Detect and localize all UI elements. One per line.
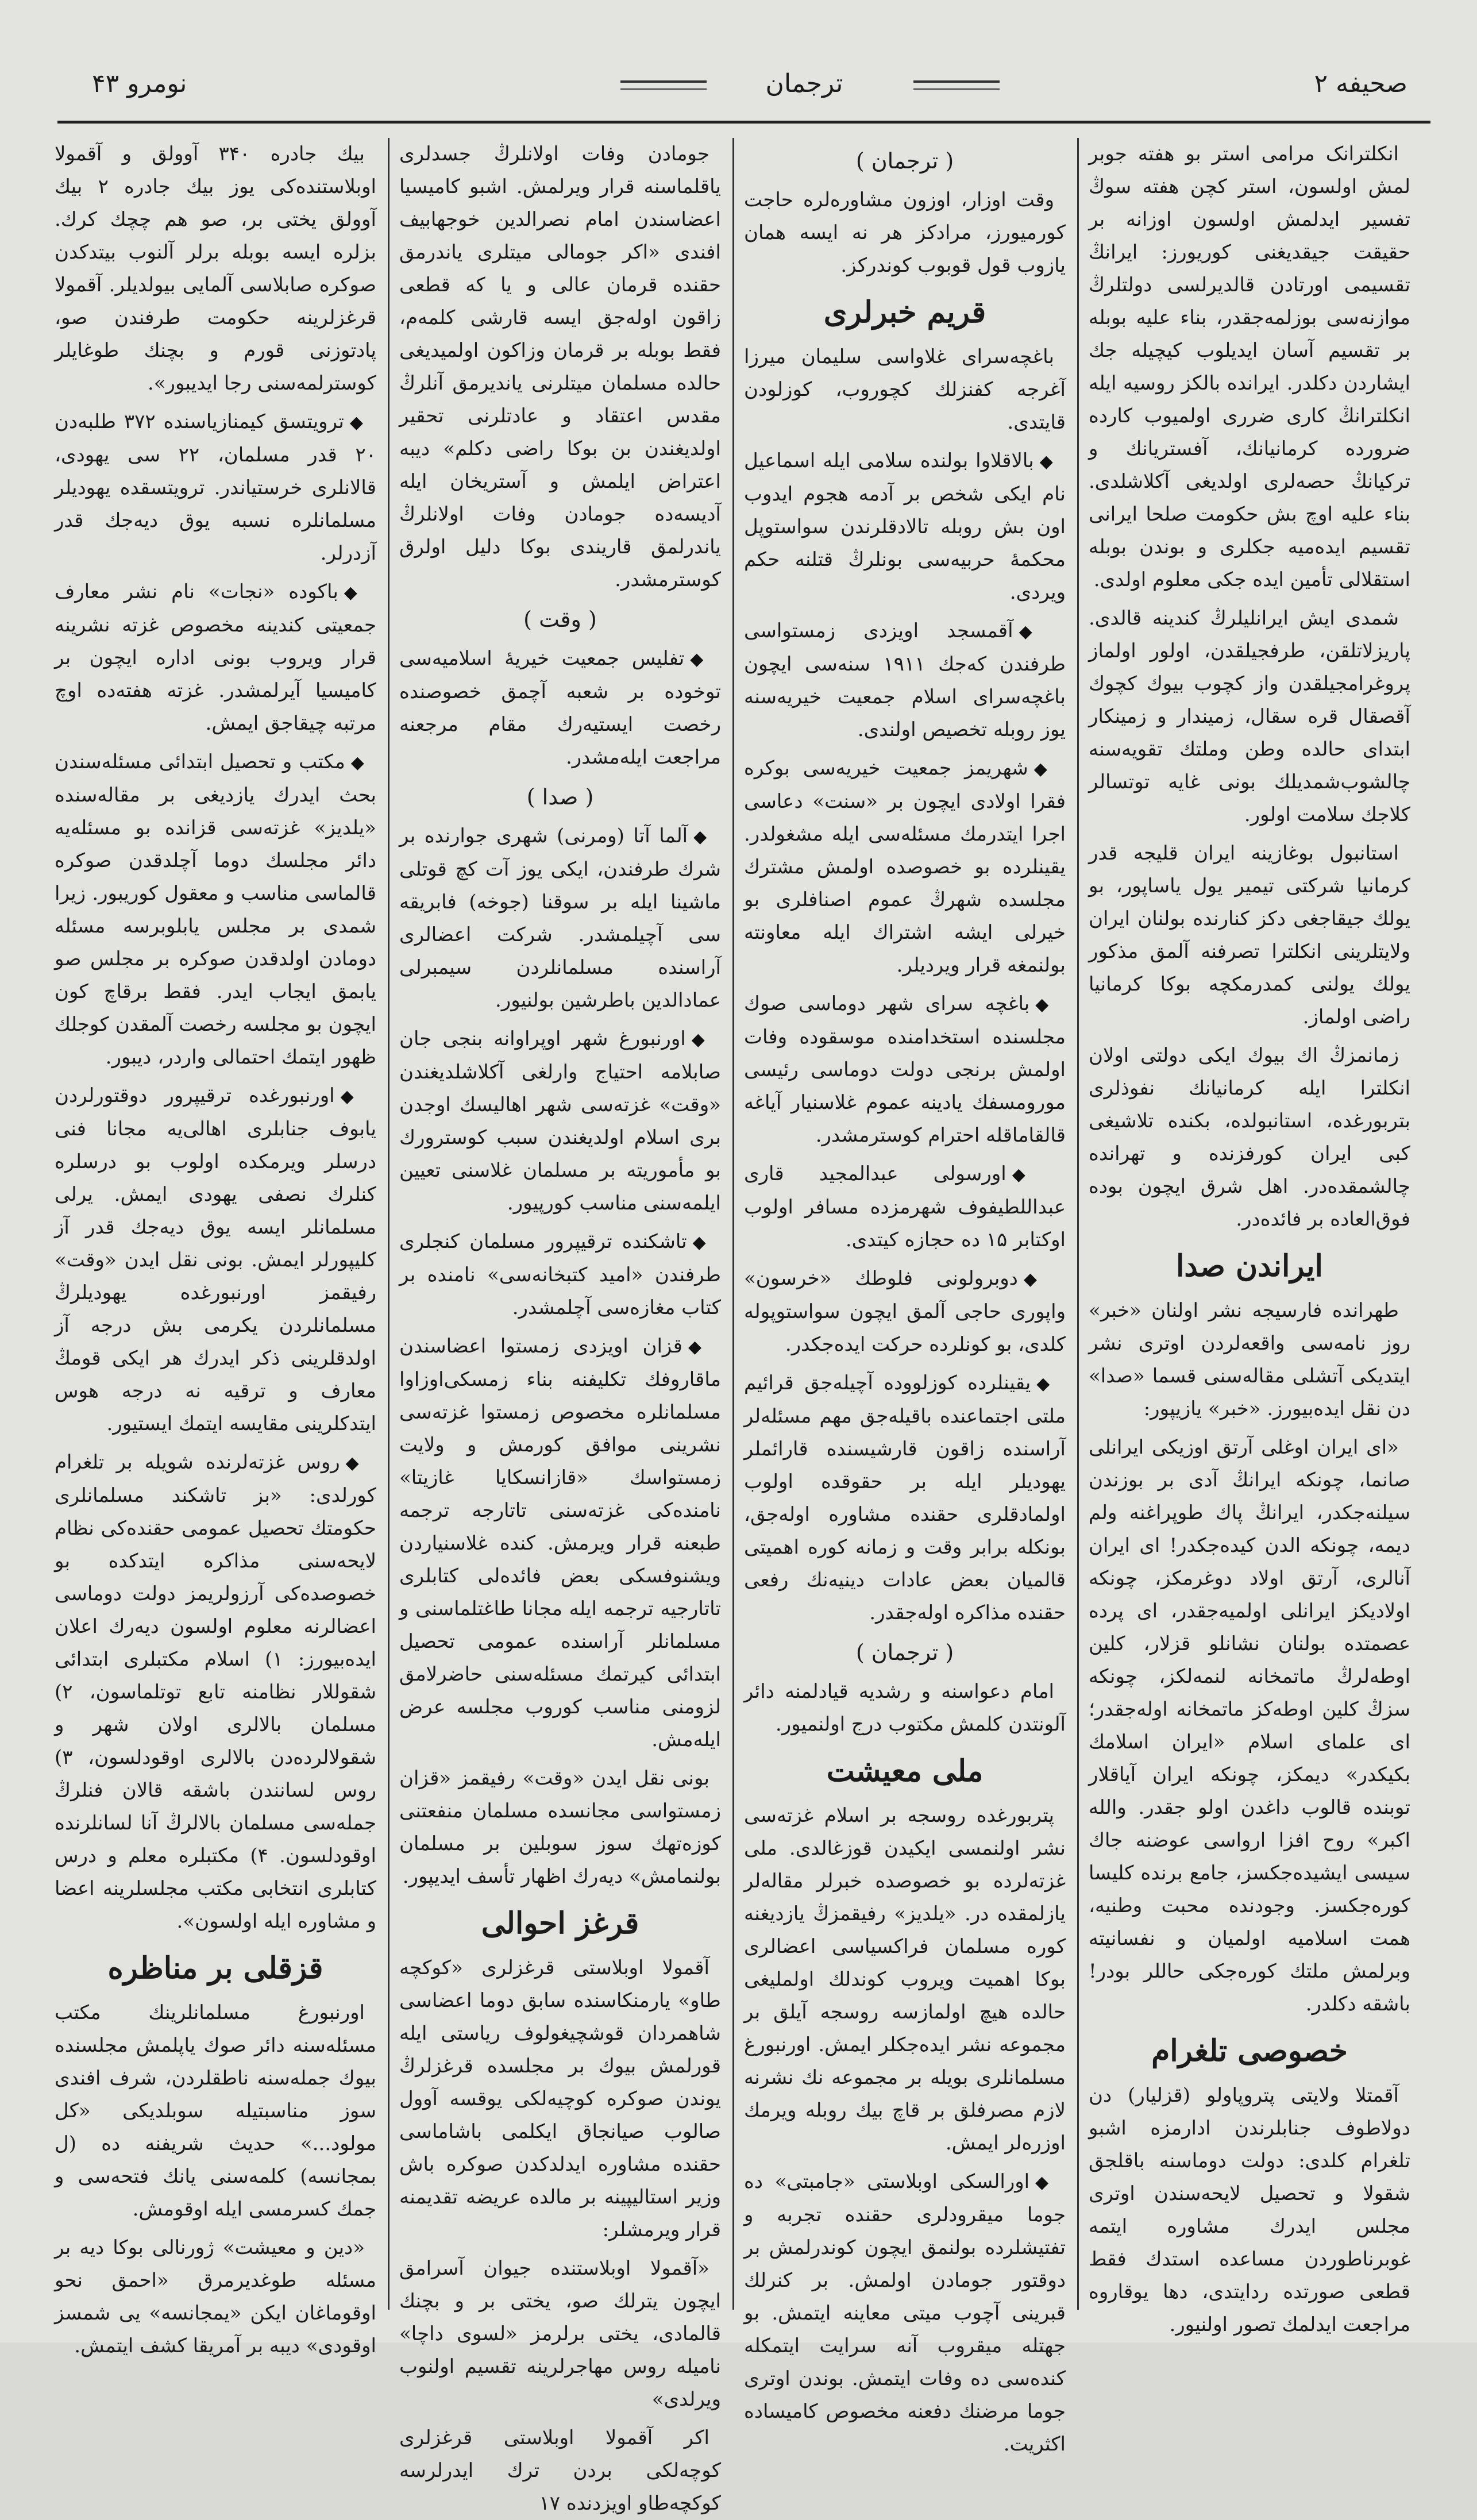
news-paragraph (399, 820, 721, 1017)
text: تاشکنده ترقیپرور مسلمان کنجلری طرفندن «امید کتبخانه‌سی» نامنده بر کتاب مغازه‌سی آچلمشدر. (399, 1230, 721, 1319)
text: قزقلی بر مناظره (107, 1951, 323, 1986)
text: انکلترانک مرامی استر بو هفته جوبر لمش اولسون، استر کچن هفته سوڭ تفسیر ایدلمش اولسون اوزانه بر حقیقت جیقدیغنی کوریورز: ایرانڭ تقسیمی اورتادن قالدیرلسی دولتلرڭ موازنه‌سی بوزلمه‌جقدر، بناء علیه بوبله بر تقسیم آسان ایدیلوب کیچیله جك ایشاردن دکلدر. ایرانده بالکز روسیه ایله انکلترانڭ کاری ضرری اولمیوب کارده ضرورده کرمانیانك، آفستریانك و ترکیانڭ حصه‌لری اولدیغی آکلاشلدی. بناء علیه اوچ بش حکومت صلحا ایرانی تقسیم ایده‌میه جکلری و بوندن بوبله استقلالی تأمین ایده‌ جکی معلوم اولدی. (1089, 142, 1410, 591)
text: قزان اویزدی زمستوا اعضاسندن ماقاروفك تکلیفنه بناء زمسکی‌اوزاوا مسلمانلره مخصوص زمستوا غزته‌سی نشرینی موافق کورمش و ولایت زمستواسك «قازانسکایا غازیتا» نامنده‌کی غزته‌سنی تاتارجه ترجمه طبعنه قرار ویرمش. کنده غلاسنیاردن ویشنوفسکی بعض فائده‌لی کتابلری تاتارجیه ترجمه ایله مجانا طاغتلماسنی و مسلمانلر آراسنده عمومی تحصیل ابتدائی کیرتمك مسئله‌سنی حاضرلامق لزومنی مناسب کوروب مجلسه عرض ایله‌مش. (399, 1335, 721, 1751)
news-paragraph (744, 1158, 1066, 1257)
news-paragraph (399, 1330, 721, 1756)
column-4 (55, 138, 377, 2357)
text: طهرانده فارسیجه نشر اولنان «خبر» روز نامه‌سی واقعه‌لردن اوتری نشر ایتدیکی آتشلی مقاله‌سنی قسما «صدا» دن نقل ایده‌بیورز. «خبر» یازیپور: (1089, 1299, 1410, 1420)
news-paragraph (1089, 1431, 1410, 2021)
section-heading (55, 1948, 376, 1989)
text: آقمسجد اویزدی زمستواسی طرفندن که‌جك ۱۹۱۱ سنه‌سی ایچون باغچه‌سرای اسلام جمعیت خیریه‌سنه یوز روبله تخصیص اولندی. (744, 619, 1066, 741)
text: ( ترجمان ) (855, 1640, 954, 1665)
text: خصوصی تلغرام (1151, 2033, 1348, 2068)
text: اورنبورغده ترقیپرور دوقتورلردن یابوف جنابلری اهالی‌یه مجانا فنی درسلر ویرمکده اولوب بو درسلره کنلرك نصفی یهودی ایمش. یرلی مسلمانلر ایسه یوق دیه‌جك قدر آز کلیپورلر ایمش. بونی نقل ایدن «وقت» رفیقمز اورنبورغده یهودیلرڭ مسلمانلردن یکرمی بش درجه آز اولدقلرینی ذکر ایدرك هر ایکی قومڭ معارف و ترقیه نه درجه هوس ایتدکلرینی مقایسه ایتمك ایستیور. (55, 1084, 376, 1435)
text: ایراندن صدا (1175, 1249, 1323, 1284)
header-rule (57, 121, 1430, 124)
section-heading (1089, 1246, 1410, 1286)
text: روس غزته‌لرنده شویله بر تلغرام کورلدی: «بز تاشکند مسلمانلری حکومتك تحصیل عمومی حقنده‌کی نظام لایحه‌سنی مذاکره ایتدکده بو خصوصده‌کی آرزولریمز دولت دوماسی اعضالرنه معلوم اولسون دیه‌رك اعلان ایده‌بیورز: ۱) اسلام مکتبلری ابتدائی شقوللار نظامنه تابع توتلماسون، ۲) مسلمان بالالری اولان شهر و شقولالرده‌دن بالالری اوقودلسون، ۳) روس لسانندن باشقه قالان فنلرڭ جمله‌سی مسلمان بالالرڭ آنا لسانلرنده اوقودلسون. ۴) مکتبلره معلم و درس کتابلری انتخابی مکتب مجلسلرینه اعضا و مشاوره ایله اولسون». (55, 1451, 377, 1933)
text: تفلیس جمعیت خیریهٔ اسلامیه‌سی توخوده بر شعبه آچمق خصوصنده رخصت ایستیه‌رك مقام مرجعنه مراجعت ایله‌مشدر. (399, 647, 721, 769)
news-paragraph (744, 445, 1066, 609)
diamond-bullet-icon: ◆ (692, 1232, 710, 1253)
text: اکر آقمولا اوبلاستی قرغزلری کوچه‌لکی بردن ترك ایدرلرسه کوکچه‌طاو اویزدنده ۱۷ (399, 2426, 721, 2515)
section-heading (744, 1751, 1066, 1791)
news-paragraph (55, 1446, 376, 1938)
news-paragraph (744, 184, 1066, 282)
diamond-bullet-icon: ◆ (693, 827, 709, 847)
text: ( ترجمان ) (855, 148, 954, 174)
text: بیك جادره ۳۴۰ آوولق و آقمولا اوبلاستنده‌کی یوز بیك جادره ۲ بیك آوولق یختی بر، صو هم چچك کرك. بزلره ایسه بوبله برلر آلنوب بیتدکدن صوکره صابلاسی آلمایی بیولدیلر. آقمولا قرغزلرینه حکومت طرفندن صو، پادتوزنی قورم و بچنك طوغایلر کوسترلمه‌سنی رجا ایدیبور». (55, 142, 376, 395)
news-paragraph (1089, 2079, 1410, 2341)
diamond-bullet-icon: ◆ (1012, 1165, 1054, 1185)
text: وقت اوزار، اوزون مشاوره‌لره حاجت کورمیورز، مرادکز هر نه ایسه همان یازوب قول قوبوب کوندرکز. (744, 188, 1066, 277)
diamond-bullet-icon: ◆ (1019, 622, 1055, 642)
news-paragraph (399, 2422, 721, 2520)
text: «آقمولا اوبلاستنده جیوان آسرامق ایچون یترلك صو، یختی بر و بچنك قالمادی، یختی برلرمز «لسوی داچا» نامیله روس مهاجرلرینه تقسیم اولنوب ویرلدی» (399, 2257, 721, 2411)
text: ( صدا ) (526, 784, 594, 810)
text: امام دعواسنه و رشدیه قیادلمنه دائر آلونتدن کلمش مکتوب درج اولنمیور. (744, 1680, 1066, 1736)
text: «ای ایران اوغلی آرتق اوزیکی ایرانلی صانما، چونکه ایرانڭ آدی بر بوزندن سیلنه‌جکدر، ایرانڭ پاك طوپراغنه ولم دیمه، چونکه الدن کیده‌جکدر! ای ایران آنالری، آرتق اولاد دوغرمکز، چونکه اولادیکز ایرانلی اولمیه‌جقدر، ای پرده عصمتده بولنان نشانلو قزلار، کلین اوطه‌لرڭ ماتمخانه لنمه‌لکز، چونکه سزڭ کلین اوطه‌کز ماتمخانه اوله‌جقدر؛ ای علمای اسلام «ایران اسلامك بکیکدر» دیمکز، چونکه ایران آیاقلار توبنده قالوب داغدن اولو جقدر. والله اکبر» روح افزا ارواسی عوضنه جاك سیسی ایشیده‌جکسز، جامع برنده کلیسا کوره‌جکسز. وجودنده محبت وطنیه، همت اسلامیه اولمیان و نفسانیته وبرلمش ملتك کوره‌جکی حاللر بودر! باشقه دکلدر. (1089, 1436, 1410, 2016)
source-attribution (399, 602, 721, 637)
news-paragraph (55, 576, 376, 740)
text: اورنبورغ مسلمانلرینك مکتب مسئله‌سنه دائر صوك یاپلمش مجلسنده بیوك جمله‌سنه ناطقلردن، شرف افندی سوز مناسبتیله سوبلدیکی «کل مولود...» حدیث شریفنه ده (ل بمجانسه) کلمه‌سنی یانك فتحه‌سی و جمك کسرمسی ایله اوقومش. (55, 2001, 376, 2221)
diamond-bullet-icon: ◆ (690, 649, 709, 669)
news-paragraph (1089, 1294, 1410, 1425)
text: باغچه‌سرای غلاواسی سلیمان میرزا آغرجه کفنزلك کچوروب، کوزلودن قایتدی. (744, 345, 1066, 434)
news-paragraph (744, 752, 1066, 982)
text: اورنبورغ شهر اوپراوانه بنجی جان صابلامه احتیاج وارلغی آکلاشلدیغندن «وقت» غزته‌سی شهر اهالیسك اوجدن بری اسلام اولدیغندن سبب کوسترورك بو مأموریته بر مسلمان غلاسنی تعیین ایلمه‌سنی مناسب کورپیور. (399, 1027, 721, 1215)
news-paragraph (55, 1997, 376, 2226)
text: اورسولی عبدالمجید قاری عبداللطیفوف شهرمزده مسافر اولوب اوکتابر ۱۵ ده حجازه کیتدی. (744, 1162, 1066, 1251)
text: ملی معیشت (826, 1754, 984, 1789)
column-rule (388, 138, 390, 2310)
text: اورالسکی اوبلاستی «جامبتی» ده جوما میقرودلری حقنده تجربه و تفتیشلرده بولنمق ایچون کوندرلمش بر دوقتور جومادن اولمش. بر کنرلك قبرینی آچوب میتی معاینه ایتمش. بو جهتله میقروب آنه سرایت ایتمکله کنده‌سی ده وفات ایتمش. بوندن اوتری جوما مرضنك دفعنه مخصوص کامیساده اکثریت. (744, 2170, 1066, 2456)
text: باکوده «نجات» نام نشر معارف جمعیتی کندینه مخصوص غزته نشرینه قرار ویروب بونی اداره ایچون بر کامیسیا آیرلمشدر. غزته هفته‌ده اوچ مرتبه چیقاجق ایمش. (55, 580, 376, 735)
column-rule (732, 138, 734, 2310)
news-paragraph (744, 1800, 1066, 2160)
section-heading (1089, 2031, 1410, 2071)
text: قریم خبرلری (823, 295, 986, 330)
news-paragraph (55, 406, 376, 570)
text: آقمتلا ولایتی پتروپاولو (قزلیار) دن دولاطوف جنابلرندن ادارمزه اشبو تلغرام کلدی: دولت دوماسنه باقلجق شقولا و تحصیل لایحه‌سندن اوتری مجلس ایدرك مشاوره ایتمه غوبرناطوردن مساعده استدك فقط قطعی صورتده ردایتدی، دها یوقاروه مراجعت ایدلمك تصور اولنیور. (1089, 2084, 1410, 2336)
text: قرغز احوالی (481, 1906, 639, 1941)
news-paragraph (399, 1023, 721, 1220)
news-paragraph (55, 1080, 376, 1440)
text: ( وقت ) (523, 607, 597, 632)
news-paragraph (744, 2165, 1066, 2461)
diamond-bullet-icon: ◆ (1036, 1374, 1054, 1394)
diamond-bullet-icon: ◆ (688, 1337, 709, 1357)
news-paragraph (55, 746, 376, 1074)
news-paragraph (55, 2232, 376, 2363)
diamond-bullet-icon: ◆ (1033, 759, 1054, 779)
diamond-bullet-icon: ◆ (1039, 452, 1054, 472)
text: «دین و معیشت» ژورنالی بوکا دیه بر مسئله طوغدیرمرق «احمق نحو اوقوماغان ایکن «یمجانسه» یی شمسز اوقودی» دیبه بر آمریقا کشف ایتمش. (55, 2236, 376, 2357)
column-2 (744, 138, 1066, 2456)
text: پتربورغده روسجه بر اسلام غزته‌سی نشر اولنمسی ایکیدن قوزغالدی. ملی غزته‌لرده بو خصوصده خبرلر مقاله‌لر یازلمقده در. «یلدیز» رفیقمزڭ یازدیغنه کوره مسلمان فراکسیاسی اعضالری بوکا اهمیت ویروب کوندلك اولملیغی حالده هیچ اولمازسه روسجه آیلق بر مجموعه نشر ایده‌جکلر ایمش. اورنبورغ مسلمانلری بویله بر مجموعه نك نشرنه لازم مصرفلق بر قاچ بیك روبله ویرمك اوزره‌لر ایمش. (744, 1804, 1066, 2155)
news-paragraph (744, 1262, 1066, 1361)
source-attribution (399, 780, 721, 814)
text: یقینلرده کوزلووده آچیله‌جق قرائیم ملتی اجتماعنده باقیله‌جق مهم مسئله‌لر آراسنده زاقون قارشیسنده قارائملر یهودیلر ایله بر حقوقده اولوب اولمادقلری حقنده مشاوره اوله‌جق، بونکله برابر وقت و زمانه کوره اهمیتی قالمیان بعض عادات دینیه‌نك رفعی حقنده مذاکره اوله‌جقدر. (744, 1371, 1066, 1624)
news-paragraph (399, 1762, 721, 1893)
text: زمانمزڭ اك بیوك ایکی دولتی اولان انکلترا ایله کرمانیانك نفوذلری بتربورغده، استانبولده، بکنده تلاشیغی کبی ایران کورفزنده و تهرانده چالشمقده‌در. اهل شرق ایچون بوده فوق‌العاده بر فائده‌در. (1089, 1044, 1410, 1231)
text: شمدی ایش ایرانلیلرڭ کندینه قالدی. پاریزلاتلقن، طرفجیلقدن، اولور اولماز پروغرامجیلقدن واز کچوب بیوك کچوك آقصقال قره سقال، زمیندار و زمینکار ابتدای حالده وطن وملتك تقویه‌سنه چالشوب‌شمدیلك بونی غایه توتسالر کلاجك سلامت اولور. (1089, 607, 1410, 826)
section-heading (744, 292, 1066, 333)
text: ترویتسق کیمنازیاسنده ۳۷۲ طلبه‌دن ۲۰ قدر مسلمان، ۲۲ سی یهودی، قالانلری خرستیاندر. ترویتسقده یهودیلر مسلمانلره نسبه یوق دیه‌جك قدر آزدرلر. (55, 410, 377, 565)
ornament-right (913, 80, 1000, 90)
text: آقمولا اوبلاستی قرغزلری «کوکچه طاو» یارمنکاسنده سابق دوما اعضاسی شاهمردان قوشچیغولوف ریاستی ایله قورلمش بیوك بر مجلسده قرغزلرڭ یوندن صوکره کوچیه‌لکی یوقسه آوول صالوب صیانجاق ایکلمی باشاماسی حقنده مشاوره ایدلدکدن صوکره باش وزیر استالیپینه بر مالده عریضه تقدیمنه قرار ویرمشلر: (399, 1956, 721, 2241)
section-heading (399, 1904, 721, 1944)
column-3 (399, 138, 721, 2515)
news-paragraph (399, 1952, 721, 2247)
text: مکتب و تحصیل ابتدائی مسئله‌سندن بحث ایدرك یازدیغی بر مقاله‌سنده «یلدیز» غزته‌سی قزانده بو مسئله‌یه دائر مجلسك دوما آچلدقدن صوکره قالماسی مناسب و معقول کوریبور. زیرا شمدی بر مجلس یابلوبرسه مسئله دومادن اولدقدن صوکره بر مجلس صو یابمق ایجاب ایدر. فقط برقاچ کون ایچون بو مجلسه رخصت آلمقدن کوجلك ظهور ایتمك احتمالی واردر، دیبور. (55, 750, 376, 1069)
news-paragraph (744, 615, 1066, 746)
diamond-bullet-icon: ◆ (691, 1030, 709, 1050)
news-paragraph (744, 341, 1066, 439)
news-paragraph (1089, 138, 1410, 596)
news-paragraph (55, 138, 376, 400)
masthead-bar (57, 57, 1430, 126)
text: استانبول بوغازینه ایران قلیجه قدر کرمانیا شرکتی تیمیر یول یاساپور، بو یولك جیقاجغی دکز کنارنده بولنان ایران ولایتلرینی انکلترا تصرفنه آلمق مذکور یولك یولنی کمدرمکچه بوکا کرمانیا راضی اولماز. (1089, 842, 1410, 1028)
news-paragraph (1089, 837, 1410, 1034)
diamond-bullet-icon: ◆ (340, 1086, 365, 1107)
news-paragraph (744, 1367, 1066, 1629)
source-attribution (744, 1635, 1066, 1670)
diamond-bullet-icon: ◆ (1035, 2172, 1054, 2193)
news-paragraph (399, 2252, 721, 2416)
text: بونی نقل ایدن «وقت» رفیقمز «قزان زمستواسی مجانسده مسلمان منفعتنی کوزه‌تهك سوز سوبلین بر مسلمان بولنمامش» دیه‌رك اظهار تأسف ایدیپور. (399, 1767, 721, 1888)
diamond-bullet-icon: ◆ (349, 413, 365, 433)
page-number: صحیفه ۲ (1314, 69, 1407, 98)
source-attribution (744, 144, 1066, 178)
text: دوبرولونی فلوطك «خرسون» واپوری حاجی آلمق ایچون سواستوپوله کلدی، بو کونلرده حرکت ایده‌جکدر. (744, 1267, 1066, 1356)
news-paragraph (399, 1226, 721, 1324)
text: آلما آتا (ومرنی) شهری جوارنده بر شرك طرفندن، ایکی یوز آت کچ قوتلی ماشینا ایله بر سوقنا (جوخه) فابریقه سی آچیلمشدر. شرکت اعضالری آراسنده مسلمانلردن سیمبرلی عمادالدین باطرشین بولنیور. (399, 824, 721, 1012)
news-paragraph (399, 138, 721, 596)
diamond-bullet-icon: ◆ (344, 583, 365, 603)
diamond-bullet-icon: ◆ (345, 1453, 365, 1473)
diamond-bullet-icon: ◆ (350, 753, 365, 773)
column-rule (1077, 138, 1079, 2310)
news-paragraph (744, 988, 1066, 1152)
newspaper-title: ترجمان (765, 69, 843, 98)
news-paragraph (1089, 602, 1410, 831)
text: شهریمز جمعیت خیریه‌سی بوکره فقرا اولادی ایچون بر «سنت» دعاسی اجرا ایتدرمك مسئله‌سی ایله مشغولدر. یقینلرده بو خصوصده اولمش مشترك مجلسده شهرڭ عموم اصنافلری بو خیرلی ایشه اشتراك ایله معاونته بولنمغه قرار ویردیلر. (744, 757, 1066, 977)
text: باغچه سرای شهر دوماسی صوك مجلسنده استخدامنده موسقوده وفات اولمش برنجی دولت دوماسی رئیسی مورومسفك یادینه عموم غلاسنیار آیاغه قالقاماقله احترام کوسترمشدر. (744, 992, 1066, 1147)
diamond-bullet-icon: ◆ (1035, 995, 1054, 1015)
text: بالاقلاوا بولنده سلامی ایله اسماعیل نام ایکی شخص بر آدمه هجوم ایدوب اون بش روبله تالادقلرندن سواستوپل محکمهٔ حربیه‌سی بونلرڭ قتلنه حکم ویردی. (744, 449, 1066, 604)
news-paragraph (744, 1675, 1066, 1741)
ornament-left (620, 80, 707, 90)
diamond-bullet-icon: ◆ (1023, 1269, 1054, 1289)
issue-number: نومرو ۴۳ (92, 69, 187, 98)
text: جومادن وفات اولانلرڭ جسدلری یاقلماسنه قرار ویرلمش. اشبو کامیسیا اعضاسندن امام نصرالدین خوجهابیف افندی «اکر جومالی میتلری یاندرمق حقنده قرمان عالی و یا که قطعی زاقون اوله‌جق ایسه قارشی کلمه‌م، فقط بوبله بر قرمان وزاکون اولمیدیغی حالده مسلمان میتلرنی یاندیرمق آنلرڭ مقدس اعتقاد و عادتلرنی تحقیر اولدیغندن بن بوکا راضی دکلم» دیبه اعتراض ایلمش و آستریخان ایله آدیسه‌ده جومادن وفات اولانلرڭ یاندرلمق قاریندی بوکا دلیل اولرق کوسترمشدر. (399, 142, 721, 591)
news-paragraph (1089, 1039, 1410, 1236)
news-paragraph (399, 642, 721, 774)
column-1 (1089, 138, 1410, 2336)
